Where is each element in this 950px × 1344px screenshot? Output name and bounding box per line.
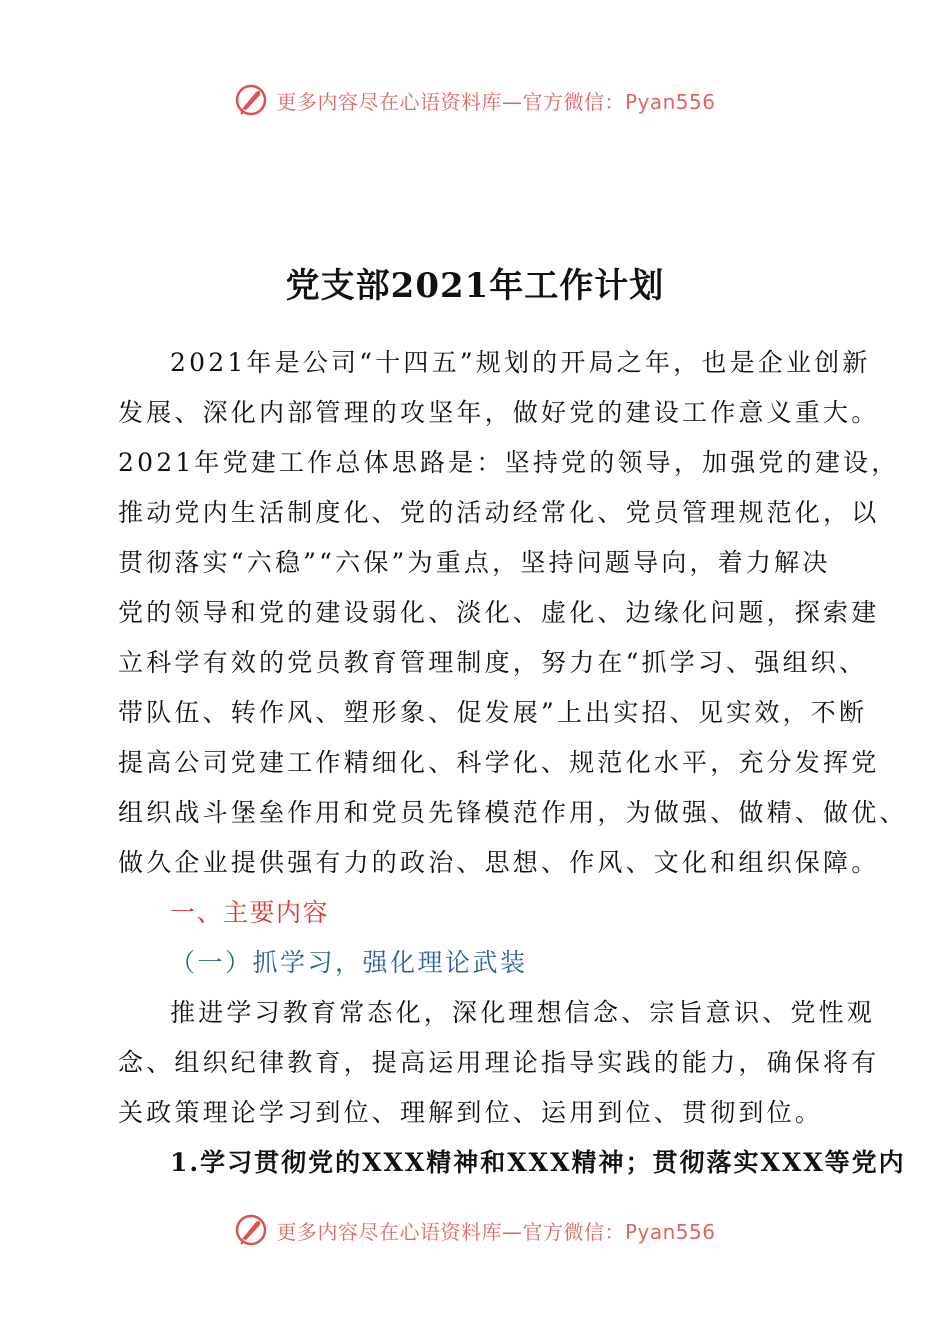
paragraph-line: 提高公司党建工作精细化、科学化、规范化水平，充分发挥党 — [118, 748, 880, 777]
quill-logo-icon — [234, 83, 268, 117]
subsection-heading: （一）抓学习，强化理论武装 — [170, 948, 528, 977]
paragraph-line: 推进学习教育常态化，深化理想信念、宗旨意识、党性观 — [170, 998, 876, 1027]
paragraph-line: 带队伍、转作风、塑形象、促发展”上出实招、见实效，不断 — [118, 698, 868, 727]
paragraph-line: 2021年是公司“十四五”规划的开局之年，也是企业创新 — [170, 348, 871, 377]
paragraph-line: 2021年党建工作总体思路是：坚持党的领导，加强党的建设， — [118, 448, 900, 477]
watermark-banner-bottom — [0, 1210, 950, 1250]
paragraph-line: 组织战斗堡垒作用和党员先锋模范作用，为做强、做精、做优、 — [118, 798, 908, 827]
section-heading: 一、主要内容 — [170, 898, 330, 927]
document-title: 党支部2021年工作计划 — [285, 266, 665, 306]
paragraph-line: 推动党内生活制度化、党的活动经常化、党员管理规范化，以 — [118, 498, 880, 527]
paragraph-line: 贯彻落实“六稳”“六保”为重点，坚持问题导向，着力解决 — [118, 548, 831, 577]
watermark-text: 更多内容尽在心语资料库—官方微信：Pyan556 — [276, 89, 716, 114]
paragraph-line: 关政策理论学习到位、理解到位、运用到位、贯彻到位。 — [118, 1098, 824, 1127]
paragraph-line: 立科学有效的党员教育管理制度，努力在“抓学习、强组织、 — [118, 648, 868, 677]
paragraph-line: 念、组织纪律教育，提高运用理论指导实践的能力，确保将有 — [118, 1048, 880, 1077]
paragraph-line: 党的领导和党的建设弱化、淡化、虚化、边缘化问题，探索建 — [118, 598, 880, 627]
document-body — [118, 338, 908, 1188]
paragraph-line: 发展、深化内部管理的攻坚年，做好党的建设工作意义重大。 — [118, 398, 880, 427]
quill-logo-icon — [234, 1213, 268, 1247]
paragraph-line: 做久企业提供强有力的政治、思想、作风、文化和组织保障。 — [118, 848, 880, 877]
watermark-text: 更多内容尽在心语资料库—官方微信：Pyan556 — [276, 1219, 716, 1244]
numbered-item-heading: 1.学习贯彻党的XXX精神和XXX精神；贯彻落实XXX等党内 — [170, 1148, 906, 1177]
watermark-banner-top — [0, 80, 950, 120]
